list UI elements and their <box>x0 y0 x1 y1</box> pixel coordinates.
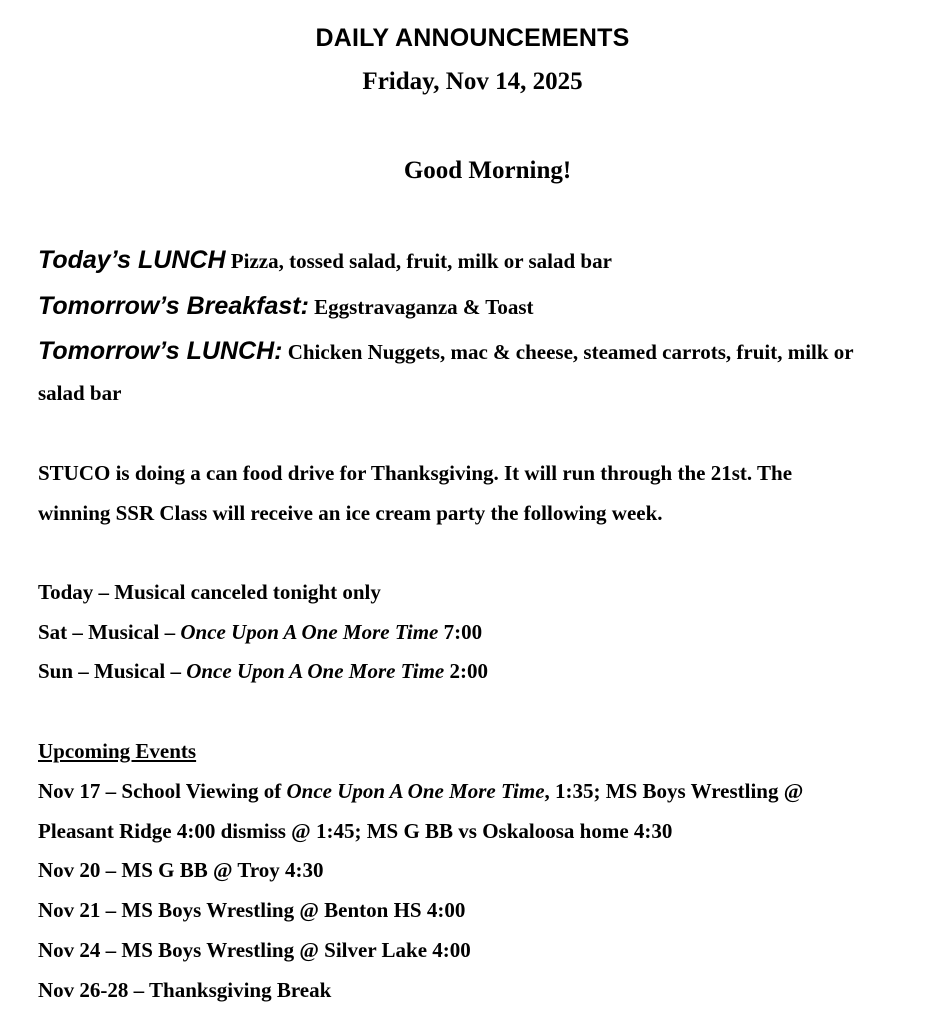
musical-sunday <box>38 659 925 684</box>
tomorrow-lunch-line-continued: salad bar <box>38 381 122 405</box>
greeting: Good Morning! <box>403 157 572 184</box>
event-nov-26-28: Nov 26-28 – Thanksgiving Break <box>38 978 332 1002</box>
today-lunch-menu: Pizza, tossed salad, fruit, milk or salad bar <box>225 249 612 273</box>
musical-sunday-title: Once Upon A One More Time <box>186 659 445 683</box>
tomorrow-breakfast-menu: Eggstravaganza & Toast <box>308 295 534 319</box>
today-lunch-line <box>38 246 925 275</box>
tomorrow-lunch-menu: Chicken Nuggets, mac & cheese, steamed carrots, fruit, milk or <box>282 340 854 364</box>
tomorrow-breakfast-label: Tomorrow’s Breakfast: <box>38 292 309 320</box>
tomorrow-lunch-label: Tomorrow’s LUNCH: <box>38 337 283 365</box>
musical-saturday-time: 7:00 <box>438 620 483 644</box>
event-nov-17-title: Once Upon A One More Time <box>286 779 545 803</box>
event-nov-24: Nov 24 – MS Boys Wrestling @ Silver Lake 4:00 <box>38 938 471 962</box>
musical-sunday-time: 2:00 <box>444 659 488 683</box>
musical-today: Today – Musical canceled tonight only <box>38 580 381 604</box>
event-nov-17-prefix: Nov 17 – School Viewing of <box>38 779 287 803</box>
tomorrow-lunch-line <box>38 337 925 366</box>
announcement-date: Friday, Nov 14, 2025 <box>362 68 583 95</box>
today-lunch-label: Today’s LUNCH <box>38 246 226 274</box>
event-nov-17-suffix: , 1:35; MS Boys Wrestling @ <box>544 779 804 803</box>
page-title: DAILY ANNOUNCEMENTS <box>315 24 630 52</box>
event-nov-17-continued: Pleasant Ridge 4:00 dismiss @ 1:45; MS G BB vs Oskaloosa home 4:30 <box>38 819 673 843</box>
event-nov-17 <box>38 779 925 804</box>
upcoming-events-heading: Upcoming Events <box>38 739 197 763</box>
tomorrow-breakfast-line <box>38 292 925 321</box>
event-nov-21: Nov 21 – MS Boys Wrestling @ Benton HS 4:00 <box>38 898 466 922</box>
musical-saturday-title: Once Upon A One More Time <box>180 620 439 644</box>
musical-saturday <box>38 620 925 645</box>
stuco-announcement-line-1: STUCO is doing a can food drive for Thanksgiving. It will run through the 21st. The <box>38 461 793 485</box>
event-nov-20: Nov 20 – MS G BB @ Troy 4:30 <box>38 858 324 882</box>
musical-sunday-prefix: Sun – Musical – <box>38 659 187 683</box>
stuco-announcement-line-2: winning SSR Class will receive an ice cream party the following week. <box>38 501 663 525</box>
musical-saturday-prefix: Sat – Musical – <box>38 620 181 644</box>
